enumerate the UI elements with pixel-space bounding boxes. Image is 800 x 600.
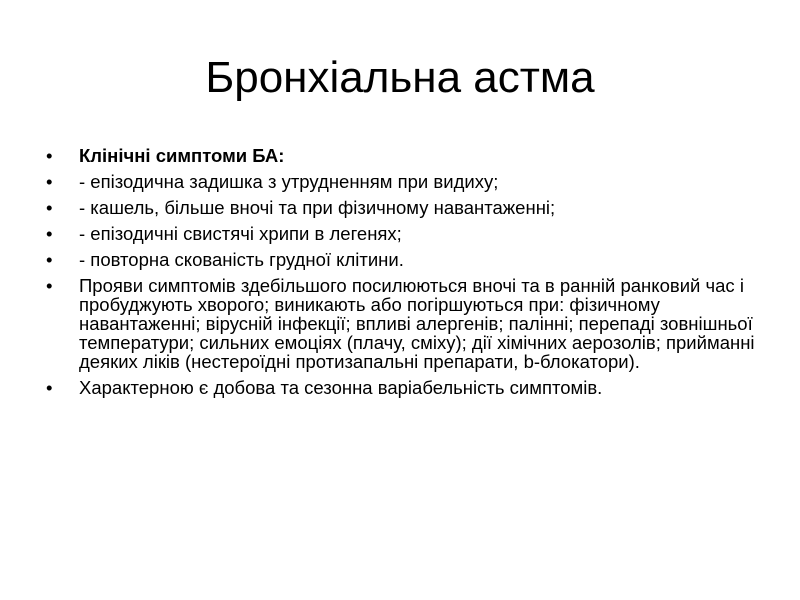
bullet-item-cough: [46, 198, 766, 217]
bullet-list: [46, 146, 766, 404]
bullet-text: - повторна скованість грудної клітини.: [79, 249, 404, 270]
slide-title: Бронхіальна астма: [205, 53, 595, 102]
bullet-text: Характерною є добова та сезонна варіабельність симптомів.: [79, 377, 603, 398]
bullet-marker: •: [46, 145, 53, 166]
bullet-marker: •: [46, 249, 53, 270]
bullet-text: Клінічні симптоми БА:: [79, 145, 285, 166]
bullet-marker: •: [46, 171, 53, 192]
bullet-text: Прояви симптомів здебільшого посилюються вночі та в ранній ранковий час і пробуджують хворого; виникають або погіршуються при: фізичному навантаженні; вірусній інфекції; впливі алергенів; палінні; перепаді зовнішньої температури; сильних емоціях (плачу, сміху); дії хімічних аерозолів; прийманні деяких ліків (нестероїдні протизапальні препарати, b-блокатори).: [79, 275, 755, 372]
bullet-item-dyspnea: [46, 172, 766, 191]
bullet-item-clinical-symptoms-heading: [46, 146, 766, 165]
bullet-item-symptom-triggers: [46, 276, 766, 371]
bullet-text: - епізодичні свистячі хрипи в легенях;: [79, 223, 402, 244]
bullet-item-wheezing: [46, 224, 766, 243]
bullet-marker: •: [46, 275, 53, 296]
bullet-item-chest-tightness: [46, 250, 766, 269]
bullet-text: - епізодична задишка з утрудненням при видиху;: [79, 171, 499, 192]
bullet-marker: •: [46, 377, 53, 398]
bullet-text: - кашель, більше вночі та при фізичному навантаженні;: [79, 197, 556, 218]
bullet-item-variability: [46, 378, 766, 397]
bullet-marker: •: [46, 197, 53, 218]
bullet-marker: •: [46, 223, 53, 244]
